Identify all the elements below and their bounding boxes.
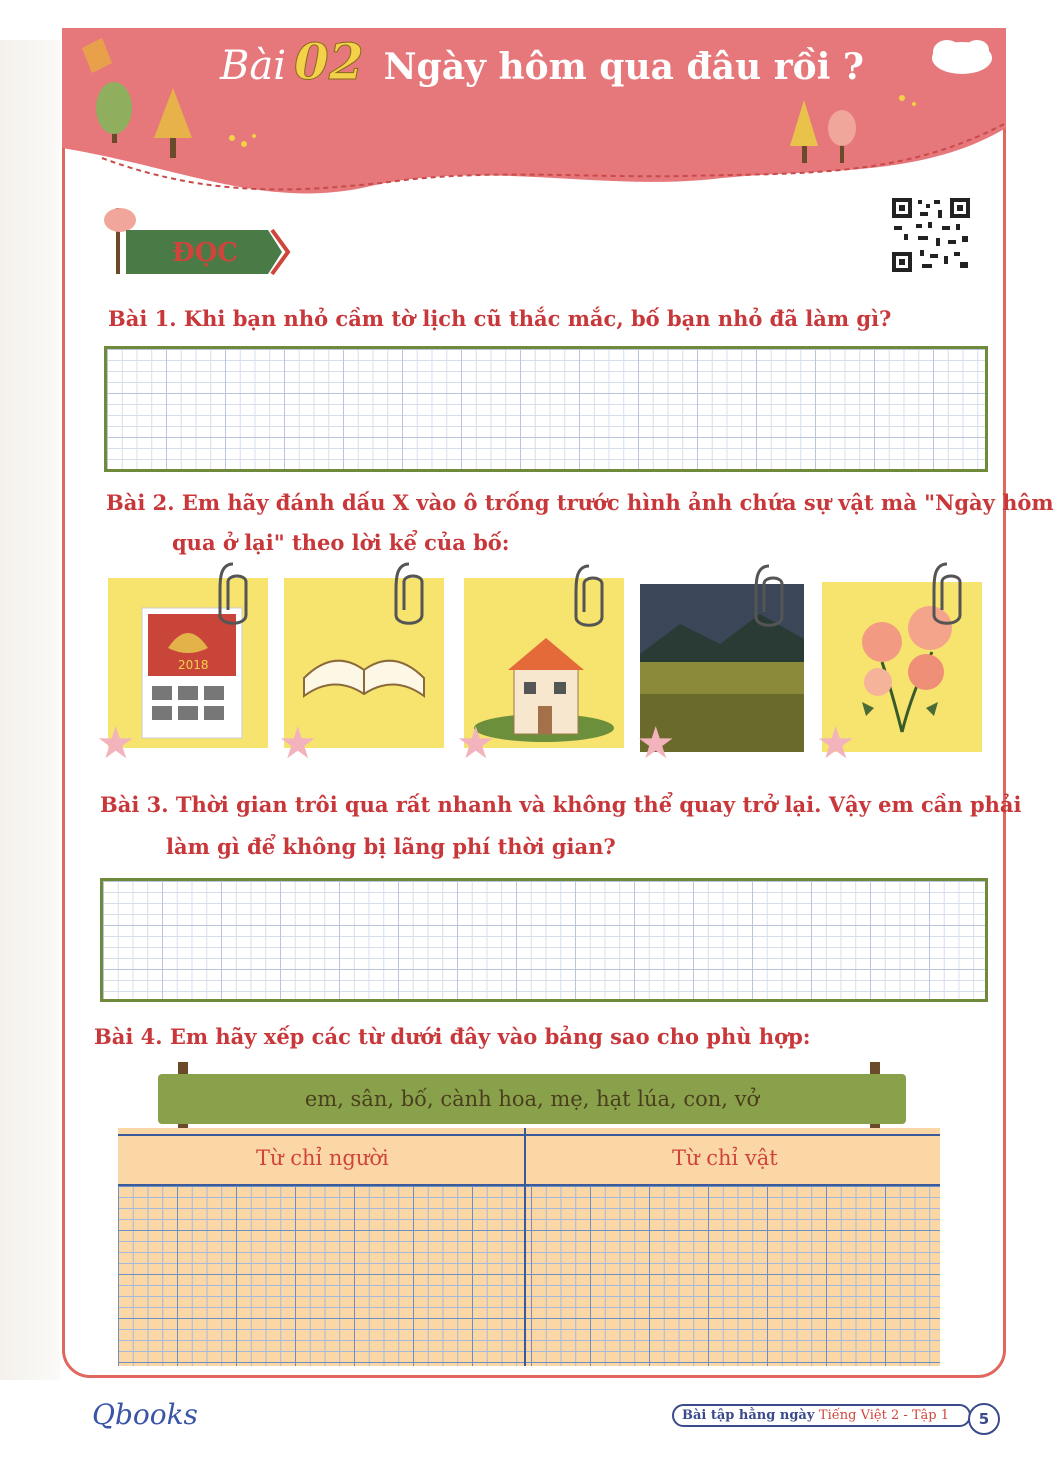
- paper-clip-icon: [572, 562, 606, 632]
- cloud-icon: [932, 40, 992, 74]
- book-title-badge: [672, 1404, 971, 1427]
- question-2-line-1: Bài 2. Em hãy đánh dấu X vào ô trống trước hình ảnh chứa sự vật mà "Ngày hôm: [106, 490, 1054, 515]
- question-2-line-2: qua ở lại" theo lời kể của bố:: [172, 530, 510, 555]
- question-3-line-2: làm gì để không bị lãng phí thời gian?: [166, 834, 616, 859]
- question-4: Bài 4. Em hãy xếp các từ dưới đây vào bảng sao cho phù hợp:: [94, 1024, 811, 1049]
- word-bank: em, sân, bố, cành hoa, mẹ, hạt lúa, con, vở: [158, 1074, 906, 1124]
- book-subject: Tiếng Việt 2 - Tập 1: [818, 1408, 950, 1423]
- star-checkbox-1[interactable]: ★: [96, 718, 136, 769]
- qr-code[interactable]: [890, 196, 972, 274]
- star-checkbox-4[interactable]: ★: [636, 718, 676, 769]
- answer-grid-3[interactable]: [100, 878, 988, 1002]
- table-grid[interactable]: [118, 1186, 940, 1366]
- header-people-words: Từ chỉ người: [256, 1146, 389, 1170]
- book-prefix: Bài tập hằng ngày: [682, 1408, 815, 1423]
- table-header-line: [118, 1184, 940, 1186]
- publisher-logo: Qbooks: [92, 1398, 198, 1431]
- star-checkbox-2[interactable]: ★: [278, 718, 318, 769]
- star-checkbox-5[interactable]: ★: [816, 718, 856, 769]
- question-3-line-1: Bài 3. Thời gian trôi qua rất nhanh và không thể quay trở lại. Vậy em cần phải: [100, 792, 1022, 817]
- star-checkbox-3[interactable]: ★: [456, 718, 496, 769]
- paper-clip-icon: [930, 560, 964, 630]
- header-thing-words: Từ chỉ vật: [672, 1146, 778, 1170]
- section-label: ĐỌC: [172, 238, 239, 268]
- page-margin-strip: [0, 40, 60, 1380]
- lesson-number: 02: [294, 32, 364, 91]
- table-top-line: [118, 1134, 940, 1136]
- answer-grid-1[interactable]: [104, 346, 988, 472]
- paper-clip-icon: [392, 560, 426, 630]
- lesson-word: Bài: [220, 43, 287, 89]
- sorting-table[interactable]: [118, 1128, 940, 1366]
- paper-clip-icon: [752, 562, 786, 632]
- lesson-title: [220, 32, 864, 91]
- page-number: 5: [968, 1403, 1000, 1435]
- table-divider: [524, 1128, 526, 1366]
- lesson-name: Ngày hôm qua đâu rồi ?: [383, 46, 864, 88]
- calendar-year: 2018: [178, 658, 209, 672]
- question-1: Bài 1. Khi bạn nhỏ cầm tờ lịch cũ thắc mắc, bố bạn nhỏ đã làm gì?: [108, 306, 892, 331]
- paper-clip-icon: [216, 560, 250, 630]
